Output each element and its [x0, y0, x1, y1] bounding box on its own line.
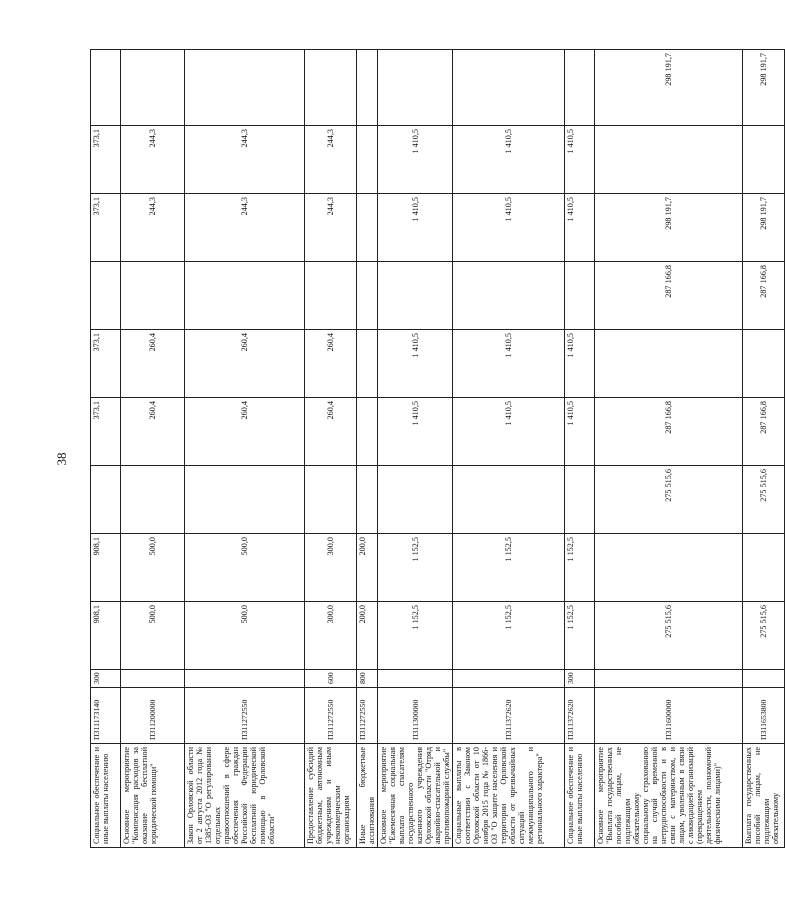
row-value-cell	[185, 262, 305, 330]
row-name-cell: Социальное обеспечение и иные выплаты населению	[91, 744, 121, 848]
row-value-cell: 1 152,5	[565, 534, 595, 602]
row-name-cell: Социальные выплаты в соответствии с Законом Орловской области от 10 ноября 2015 года № 1866-ОЗ "О защите населения и территории Орловской области от чрезвычайных ситуаций межмуниципального и регионального характера"	[453, 744, 565, 848]
row-expense-type-cell: 600	[305, 670, 357, 688]
row-value-cell	[305, 262, 357, 330]
row-value-cell	[378, 50, 453, 126]
row-value-cell: 1 410,5	[565, 194, 595, 262]
row-value-cell	[595, 534, 743, 602]
row-value-cell: 1 410,5	[378, 398, 453, 466]
row-value-cell	[378, 262, 453, 330]
row-value-cell	[357, 126, 378, 194]
row-value-cell: 275 515,6	[595, 602, 743, 670]
row-code-cell: П311653800	[743, 688, 785, 744]
row-expense-type-cell	[121, 670, 185, 688]
row-value-cell: 287 166,8	[743, 398, 785, 466]
row-value-cell: 1 152,5	[378, 534, 453, 602]
row-value-cell: 275 515,6	[595, 466, 743, 534]
row-value-cell: 373,1	[91, 330, 121, 398]
row-value-cell	[743, 126, 785, 194]
row-value-cell: 373,1	[91, 194, 121, 262]
row-value-cell: 244,3	[185, 126, 305, 194]
table-row	[121, 50, 185, 848]
row-value-cell: 1 410,5	[378, 126, 453, 194]
row-expense-type-cell: 300	[565, 670, 595, 688]
row-value-cell: 244,3	[305, 126, 357, 194]
row-value-cell: 500,0	[185, 534, 305, 602]
row-value-cell	[565, 50, 595, 126]
row-value-cell: 298 191,7	[743, 50, 785, 126]
row-value-cell: 244,3	[121, 126, 185, 194]
row-code-cell: П311600000	[595, 688, 743, 744]
table-row	[91, 50, 121, 848]
row-value-cell: 1 410,5	[378, 194, 453, 262]
row-expense-type-cell: 800	[357, 670, 378, 688]
row-code-cell: П311372620	[565, 688, 595, 744]
row-value-cell	[357, 330, 378, 398]
row-value-cell: 1 410,5	[453, 194, 565, 262]
row-value-cell	[378, 466, 453, 534]
row-value-cell	[453, 466, 565, 534]
row-value-cell: 260,4	[305, 398, 357, 466]
row-expense-type-cell	[185, 670, 305, 688]
budget-table-container	[90, 50, 780, 848]
row-value-cell	[595, 126, 743, 194]
row-value-cell: 1 410,5	[453, 398, 565, 466]
row-expense-type-cell	[378, 670, 453, 688]
row-code-cell: П311272550	[185, 688, 305, 744]
row-value-cell	[357, 194, 378, 262]
row-value-cell: 908,1	[91, 602, 121, 670]
row-value-cell	[357, 50, 378, 126]
row-name-cell: Иные бюджетные ассигнования	[357, 744, 378, 848]
row-value-cell: 1 410,5	[378, 330, 453, 398]
row-value-cell: 260,4	[121, 398, 185, 466]
row-expense-type-cell	[595, 670, 743, 688]
row-value-cell: 260,4	[121, 330, 185, 398]
row-value-cell	[743, 330, 785, 398]
row-value-cell	[565, 466, 595, 534]
row-value-cell: 1 152,5	[453, 534, 565, 602]
row-name-cell: Основное мероприятие "Ежемесячная социальная выплата спасателям государственного казенного учреждения Орловской области "Отряд аварийно-спасательной и противопожарной службы"	[378, 744, 453, 848]
row-value-cell: 298 191,7	[595, 50, 743, 126]
row-value-cell: 373,1	[91, 398, 121, 466]
row-value-cell: 500,0	[185, 602, 305, 670]
row-name-cell: Закон Орловской области от 2 августа 2012 года № 1385-ОЗ "О регулировании отдельных правоотношений в сфере обеспечения граждан Российской Федерации бесплатной юридической помощью в Орловской области"	[185, 744, 305, 848]
table-row	[357, 50, 378, 848]
row-name-cell: Основное мероприятие "Компенсация расходов за оказание бесплатной юридической помощи"	[121, 744, 185, 848]
row-value-cell	[185, 466, 305, 534]
row-value-cell: 908,1	[91, 534, 121, 602]
table-row	[453, 50, 565, 848]
row-value-cell: 298 191,7	[743, 194, 785, 262]
row-expense-type-cell: 300	[91, 670, 121, 688]
table-row	[378, 50, 453, 848]
row-value-cell	[565, 262, 595, 330]
budget-table	[90, 49, 785, 848]
row-value-cell	[357, 398, 378, 466]
table-row	[185, 50, 305, 848]
row-expense-type-cell	[453, 670, 565, 688]
row-value-cell: 200,0	[357, 602, 378, 670]
row-name-cell: Социальное обеспечение и иные выплаты населению	[565, 744, 595, 848]
row-code-cell: П311173140	[91, 688, 121, 744]
row-value-cell: 298 191,7	[595, 194, 743, 262]
row-value-cell: 260,4	[185, 330, 305, 398]
row-value-cell: 1 410,5	[565, 398, 595, 466]
row-value-cell: 260,4	[185, 398, 305, 466]
row-code-cell: П311200000	[121, 688, 185, 744]
row-value-cell: 200,0	[357, 534, 378, 602]
row-value-cell: 1 410,5	[453, 126, 565, 194]
row-value-cell: 260,4	[305, 330, 357, 398]
row-value-cell	[91, 262, 121, 330]
page-number: 38	[54, 452, 69, 466]
row-code-cell: П311272550	[357, 688, 378, 744]
row-value-cell: 1 410,5	[565, 126, 595, 194]
row-value-cell	[305, 466, 357, 534]
row-value-cell	[453, 50, 565, 126]
row-value-cell: 275 515,6	[743, 602, 785, 670]
table-row	[595, 50, 743, 848]
row-value-cell	[185, 50, 305, 126]
row-value-cell: 1 410,5	[453, 330, 565, 398]
row-value-cell: 287 166,8	[743, 262, 785, 330]
row-value-cell: 1 152,5	[378, 602, 453, 670]
row-code-cell: П311272550	[305, 688, 357, 744]
row-value-cell	[91, 50, 121, 126]
table-row	[565, 50, 595, 848]
row-value-cell	[91, 466, 121, 534]
row-value-cell: 287 166,8	[595, 262, 743, 330]
row-value-cell	[357, 262, 378, 330]
row-name-cell: Выплата государственных пособий лицам, не подлежащим обязательному	[743, 744, 785, 848]
row-value-cell	[121, 466, 185, 534]
row-name-cell: Предоставление субсидий бюджетным, автономным учреждениям и иным некоммерческим организациям	[305, 744, 357, 848]
row-code-cell: П311372620	[453, 688, 565, 744]
row-value-cell	[305, 50, 357, 126]
row-value-cell: 287 166,8	[595, 398, 743, 466]
row-code-cell: П311300000	[378, 688, 453, 744]
row-value-cell: 275 515,6	[743, 466, 785, 534]
row-value-cell: 244,3	[121, 194, 185, 262]
row-value-cell: 1 152,5	[565, 602, 595, 670]
row-value-cell	[595, 330, 743, 398]
row-value-cell: 500,0	[121, 534, 185, 602]
table-row	[743, 50, 785, 848]
table-row	[305, 50, 357, 848]
row-value-cell: 1 410,5	[565, 330, 595, 398]
row-value-cell	[121, 262, 185, 330]
row-value-cell: 244,3	[305, 194, 357, 262]
row-value-cell: 300,0	[305, 534, 357, 602]
row-value-cell: 244,3	[185, 194, 305, 262]
row-value-cell: 500,0	[121, 602, 185, 670]
row-value-cell: 1 152,5	[453, 602, 565, 670]
row-name-cell: Основное мероприятие "Выплата государственных пособий лицам, не подлежащим обязательному социальному страхованию на случай временной нетрудоспособности и в связи с материнством, и лицам, уволенным в связи с ликвидацией организаций (прекращением деятельности, полномочий физическими лицами)"	[595, 744, 743, 848]
row-value-cell: 300,0	[305, 602, 357, 670]
row-value-cell	[121, 50, 185, 126]
row-value-cell	[453, 262, 565, 330]
row-value-cell: 373,1	[91, 126, 121, 194]
row-value-cell	[743, 534, 785, 602]
row-value-cell	[357, 466, 378, 534]
row-expense-type-cell	[743, 670, 785, 688]
